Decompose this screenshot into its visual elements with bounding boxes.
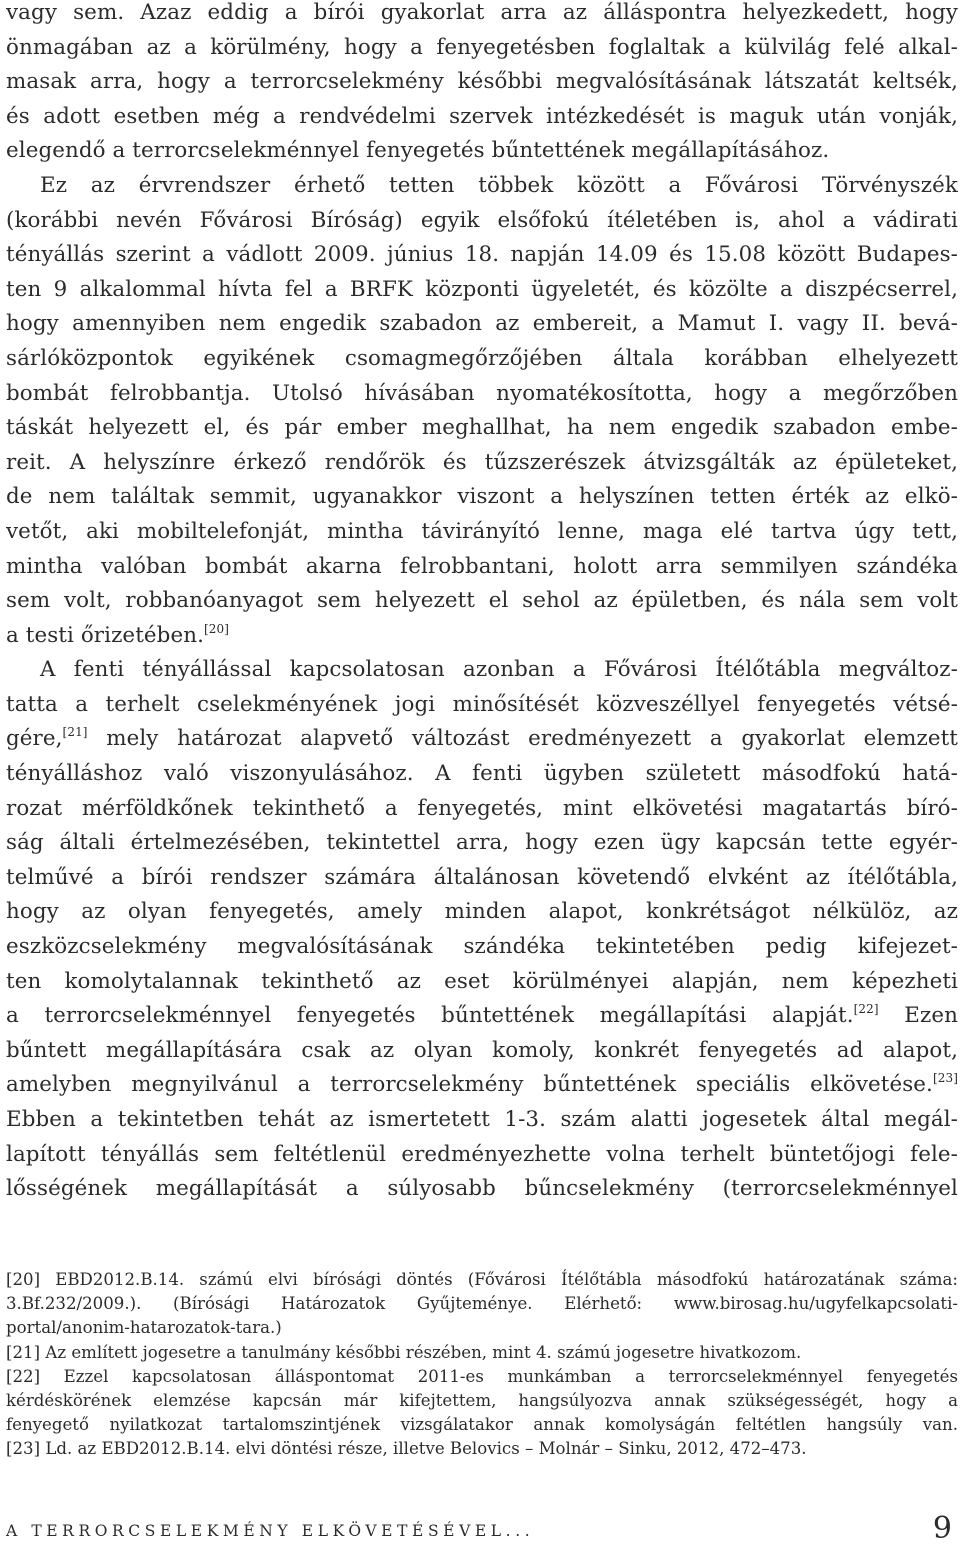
body-line-text: amelyben megnyilvánul a terrorcselekmény bűntettének speciális elkövetése.	[6, 1072, 933, 1098]
body-line	[6, 584, 958, 619]
body-line-text: hogy az olyan fenyegetés, amely minden alapot, konkrétságot nélkülöz, az	[6, 899, 958, 925]
body-line-text: tatta a terhelt cselekményének jogi minősítését közveszéllyel fenyegetés vétsé-	[6, 691, 958, 717]
body-line	[6, 238, 958, 273]
body-line	[6, 480, 958, 515]
body-line	[6, 792, 958, 827]
footnote-line: fenyegető nyilatkozat tartalomszintjének vizsgálatakor annak komolyságán feltétlen hangsúly van.	[6, 1415, 958, 1435]
body-line	[6, 307, 958, 342]
body-line	[6, 446, 958, 481]
body-line	[6, 895, 958, 930]
footnote-line: [23] Ld. az EBD2012.B.14. elvi döntési része, illetve Belovics – Molnár – Sinku, 2012, 472–473.	[6, 1439, 807, 1459]
body-line-text: a terrorcselekménnyel fenyegetés bűntettének megállapítási alapját.	[6, 1003, 854, 1029]
body-line-text: vagy sem. Azaz eddig a bírói gyakorlat arra az álláspontra helyezkedett, hogy	[6, 0, 958, 25]
footnote-reference: [21]	[62, 725, 88, 740]
footnote-reference: [22]	[853, 1002, 879, 1017]
body-line-text: bombát felrobbantja. Utolsó hívásában nyomatékosította, hogy a megőrzőben	[6, 380, 958, 406]
body-text	[6, 0, 958, 1207]
footnote-reference: [20]	[203, 621, 230, 636]
body-line-text: telművé a bírói rendszer számára általánosan követendő elvként az ítélőtábla,	[6, 864, 958, 890]
footnotes	[6, 1268, 958, 1462]
body-line	[6, 550, 958, 585]
body-line	[6, 515, 958, 550]
body-line-text: gére,	[6, 726, 63, 752]
body-line-text: sem volt, robbanóanyagot sem helyezett el sehol az épületben, és nála sem volt	[6, 588, 958, 614]
footnote-line: kérdéskörének elemzése kapcsán már kifejtettem, hangsúlyozva annak szükségességét, hogy a	[6, 1390, 958, 1410]
body-line-text: táskát helyezett el, és pár ember meghallhat, ha nem engedik szabadon embe-	[6, 415, 958, 441]
body-line-text: A fenti tényállással kapcsolatosan azonban a Fővárosi Ítélőtábla megváltoz-	[40, 657, 958, 683]
body-line	[6, 1172, 958, 1207]
body-line	[6, 204, 958, 239]
body-line	[6, 1068, 958, 1103]
body-line-text: a testi őrizetében.	[6, 622, 204, 648]
footnote-line: portal/anonim-hatarozatok-tara.)	[6, 1318, 282, 1338]
body-line	[6, 273, 958, 308]
body-line	[6, 100, 958, 135]
body-line	[6, 1034, 958, 1069]
body-line	[6, 826, 958, 861]
body-line	[6, 134, 958, 169]
body-line	[6, 999, 958, 1034]
footnote-reference: [23]	[932, 1071, 958, 1086]
footnote-line: 3.Bf.232/2009.). (Bírósági Határozatok Gyűjteménye. Elérhető: www.birosag.hu/ugyfelkapcsolati-	[6, 1294, 958, 1314]
body-line-text: sárlóközpontok egyikének csomagmegőrzőjében általa korábban elhelyezett	[6, 345, 958, 371]
body-line-text-continued: Ezen	[878, 1003, 958, 1029]
body-line	[6, 722, 958, 757]
body-line-text: tényálláshoz való viszonyulásához. A fenti ügyben született másodfokú hatá-	[6, 761, 958, 787]
body-line-text: ten 9 alkalommal hívta fel a BRFK központi ügyeletét, és közölte a diszpécserrel,	[6, 276, 958, 302]
body-line	[6, 688, 958, 723]
body-line	[6, 0, 958, 31]
body-line	[6, 965, 958, 1000]
running-title: A TERRORCSELEKMÉNY ELKÖVETÉSÉVEL...	[6, 1522, 535, 1540]
body-line	[6, 653, 958, 688]
footnote-line: [21] Az említett jogesetre a tanulmány későbbi részében, mint 4. számú jogesetre hivatkozom.	[6, 1342, 802, 1362]
body-line	[6, 1138, 958, 1173]
body-line-text: és adott esetben még a rendvédelmi szervek intézkedését is maguk után vonják,	[6, 103, 958, 129]
page-number: 9	[932, 1511, 952, 1546]
body-line-text: ság általi értelmezésében, tekintettel arra, hogy ezen ügy kapcsán tette egyér-	[6, 830, 958, 856]
body-line	[6, 342, 958, 377]
body-line	[6, 169, 958, 204]
body-line-text: Ebben a tekintetben tehát az ismertetett 1-3. szám alatti jogesetek által megál-	[6, 1107, 958, 1132]
footnote-line: [22] Ezzel kapcsolatosan álláspontomat 2011-es munkámban a terrorcselekménnyel fenyegetés	[6, 1366, 958, 1386]
body-line-text: lősségének megállapítását a súlyosabb bűncselekmény (terrorcselekménnyel	[6, 1176, 958, 1202]
page-footer	[6, 1506, 952, 1546]
body-line-text: önmagában az a körülmény, hogy a fenyegetésben foglaltak a külvilág felé alkal-	[6, 34, 958, 60]
body-line-text: ten komolytalannak tekinthető az eset körülményei alapján, nem képezheti	[6, 968, 958, 994]
body-line-text: de nem találtak semmit, ugyanakkor viszont a helyszínen tetten érték az elkö-	[6, 484, 958, 510]
body-line-text: Ez az érvrendszer érhető tetten többek között a Fővárosi Törvényszék	[40, 172, 958, 198]
body-line-text: eszközcselekmény megvalósításának szándéka tekintetében pedig kifejezet-	[6, 934, 958, 960]
body-line-text: lapított tényállás sem feltétlenül eredményezhette volna terhelt büntetőjogi fele-	[6, 1141, 958, 1167]
body-line	[6, 377, 958, 412]
body-line	[6, 65, 958, 100]
body-line	[6, 619, 958, 654]
body-line-text-continued: mely határozat alapvető változást eredményezett a gyakorlat elemzett	[87, 726, 958, 752]
body-line-text: mintha valóban bombát akarna felrobbantani, holott arra semmilyen szándéka	[6, 553, 958, 579]
body-line-text: reit. A helyszínre érkező rendőrök és tűzszerészek átvizsgálták az épületeket,	[6, 449, 958, 475]
body-line	[6, 31, 958, 66]
body-line-text: bűntett megállapítására csak az olyan komoly, konkrét fenyegetés ad alapot,	[6, 1037, 958, 1063]
body-line-text: vetőt, aki mobiltelefonját, mintha távirányító lenne, maga elé tartva úgy tett,	[6, 518, 958, 544]
body-line	[6, 757, 958, 792]
body-line	[6, 930, 958, 965]
body-line-text: hogy amennyiben nem engedik szabadon az embereit, a Mamut I. vagy II. bevá-	[6, 311, 958, 337]
body-line	[6, 411, 958, 446]
body-line	[6, 1103, 958, 1138]
body-line-text: rozat mérföldkőnek tekinthető a fenyegetés, mint elkövetési magatartás bíró-	[6, 795, 958, 821]
body-line-text: elegendő a terrorcselekménnyel fenyegetés bűntettének megállapításához.	[6, 138, 830, 164]
body-line-text: (korábbi nevén Fővárosi Bíróság) egyik elsőfokú ítéletében is, ahol a vádirati	[6, 207, 958, 233]
footnote-line: [20] EBD2012.B.14. számú elvi bírósági döntés (Fővárosi Ítélőtábla másodfokú határozatának száma:	[6, 1270, 958, 1289]
body-line	[6, 861, 958, 896]
body-line-text: masak arra, hogy a terrorcselekmény későbbi megvalósításának látszatát keltsék,	[6, 69, 958, 95]
body-line-text: tényállás szerint a vádlott 2009. június 18. napján 14.09 és 15.08 között Budapes-	[6, 242, 958, 268]
